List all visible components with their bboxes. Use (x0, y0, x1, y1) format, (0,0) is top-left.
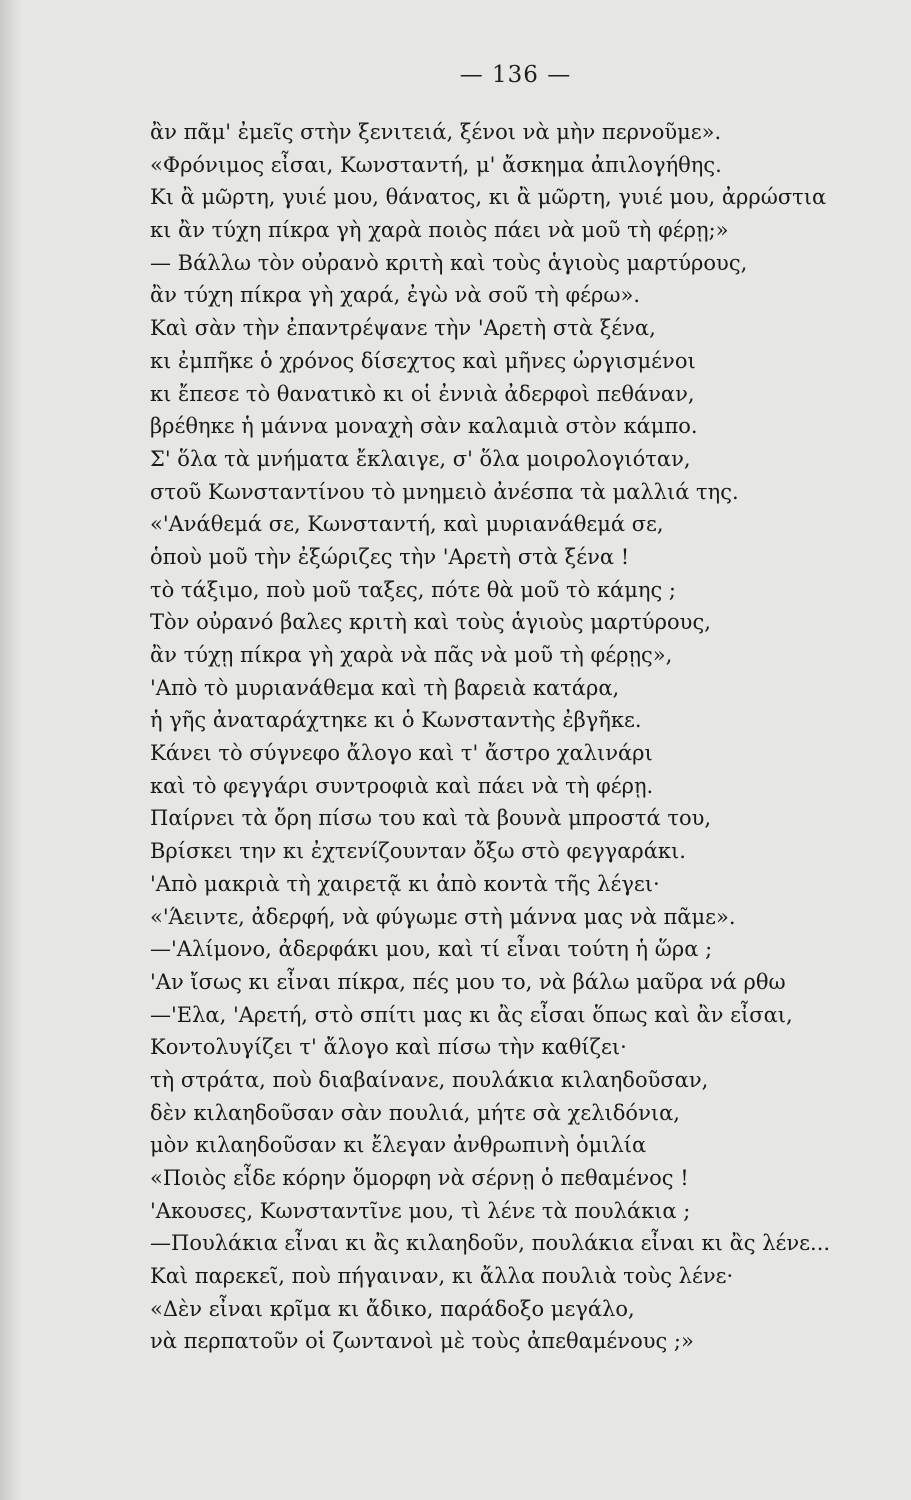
poem-text (150, 116, 890, 1358)
poem-line: ἂν τύχη πίκρα γὴ χαρά, ἐγὼ νὰ σοῦ τὴ φέρω». (150, 283, 641, 308)
poem-line: —'Ελα, 'Αρετή, στὸ σπίτι μας κι ἂς εἶσαι ὅπως καὶ ἂν εἶσαι, (150, 1002, 793, 1027)
poem-line: —'Αλίμονο, ἀδερφάκι μου, καὶ τί εἶναι τούτη ἡ ὥρα ; (150, 937, 713, 962)
poem-line: —Πουλάκια εἶναι κι ἂς κιλαηδοῦν, πουλάκια εἶναι κι ἂς λένε... (150, 1231, 831, 1256)
poem-line: κι ἔπεσε τὸ θανατικὸ κι οἱ ἐννιὰ ἀδερφοὶ πεθάναν, (150, 381, 695, 406)
poem-line: ἂν πᾶμ' ἐμεῖς στὴν ξενιτειά, ξένοι νὰ μὴν περνοῦμε». (150, 120, 722, 144)
poem-line: «Φρόνιμος εἶσαι, Κωνσταντή, μ' ἄσκημα ἀπιλογήθης. (150, 152, 722, 177)
poem-line: Παίρνει τὰ ὄρη πίσω του καὶ τὰ βουνὰ μπροστά του, (150, 806, 712, 831)
poem-line: Κάνει τὸ σύγνεφο ἄλογο καὶ τ' ἄστρο χαλινάρι (150, 741, 653, 766)
poem-line: «'Άειντε, ἀδερφή, νὰ φύγωμε στὴ μάννα μας νὰ πᾶμε». (150, 904, 736, 929)
poem-line: κι ἐμπῆκε ὁ χρόνος δίσεχτος καὶ μῆνες ὠργισμένοι (150, 348, 696, 373)
poem-line: «'Ανάθεμά σε, Κωνσταντή, καὶ μυριανάθεμά σε, (150, 512, 664, 537)
poem-line: στοῦ Κωνσταντίνου τὸ μνημειὸ ἀνέσπα τὰ μαλλιά της. (150, 479, 739, 504)
poem-line: καὶ τὸ φεγγάρι συντροφιὰ καὶ πάει νὰ τὴ φέρῃ. (150, 773, 654, 798)
poem-line: — Βάλλω τὸν οὐρανὸ κριτὴ καὶ τοὺς ἁγιοὺς μαρτύρους, (150, 250, 748, 275)
page-spine-shadow (0, 0, 22, 1500)
poem-line: κι ἂν τύχη πίκρα γὴ χαρὰ ποιὸς πάει νὰ μοῦ τὴ φέρῃ;» (150, 218, 729, 243)
poem-line: μὸν κιλαηδοῦσαν κι ἔλεγαν ἀνθρωπινὴ ὁμιλία (150, 1133, 647, 1158)
poem-line: 'Αν ἴσως κι εἶναι πίκρα, πές μου το, νὰ βάλω μαῦρα νά ρθω (150, 969, 786, 994)
poem-line: Τὸν οὐρανό βαλες κριτὴ καὶ τοὺς ἁγιοὺς μαρτύρους, (150, 610, 711, 635)
poem-line: Κι ἂ μῶρτη, γυιέ μου, θάνατος, κι ἂ μῶρτη, γυιέ μου, ἀρρώστια (150, 185, 827, 210)
poem-line: 'Ακουσες, Κωνσταντῖνε μου, τὶ λένε τὰ πουλάκια ; (150, 1198, 691, 1223)
poem-line: ἡ γῆς ἀναταράχτηκε κι ὁ Κωνσταντὴς ἐβγῆκε. (150, 708, 642, 733)
poem-line: ὁποὺ μοῦ τὴν ἐξώριζες τὴν 'Αρετὴ στὰ ξένα ! (150, 544, 630, 569)
poem-line: τὸ τάξιμο, ποὺ μοῦ ταξες, πότε θὰ μοῦ τὸ κάμης ; (150, 577, 676, 602)
poem-line: ἂν τύχῃ πίκρα γὴ χαρὰ νὰ πᾶς νὰ μοῦ τὴ φέρῃς», (150, 643, 673, 667)
poem-line: Κοντολυγίζει τ' ἄλογο καὶ πίσω τὴν καθίζει· (150, 1035, 627, 1060)
poem-line: Σ' ὅλα τὰ μνήματα ἔκλαιγε, σ' ὅλα μοιρολογιόταν, (150, 446, 691, 471)
page-number: — 136 — (459, 62, 572, 88)
poem-line: δὲν κιλαηδοῦσαν σὰν πουλιά, μήτε σὰ χελιδόνια, (150, 1100, 680, 1125)
poem-line: «Ποιὸς εἶδε κόρην ὅμορφη νὰ σέρνῃ ὁ πεθαμένος ! (150, 1166, 689, 1190)
poem-line: Καὶ παρεκεῖ, ποὺ πήγαιναν, κι ἄλλα πουλιὰ τοὺς λένε· (150, 1264, 734, 1289)
poem-line: Καὶ σὰν τὴν ἐπαντρέψανε τὴν 'Αρετὴ στὰ ξένα, (150, 316, 656, 341)
poem-line: 'Απὸ μακριὰ τὴ χαιρετᾷ κι ἀπὸ κοντὰ τῆς λέγει· (150, 871, 660, 896)
poem-line: βρέθηκε ἡ μάννα μοναχὴ σὰν καλαμιὰ στὸν κάμπο. (150, 414, 698, 439)
poem-line: νὰ περπατοῦν οἱ ζωντανοὶ μὲ τοὺς ἀπεθαμένους ;» (150, 1329, 694, 1354)
poem-line: Βρίσκει την κι ἐχτενίζουνταν ὄξω στὸ φεγγαράκι. (150, 839, 686, 864)
poem-line: 'Απὸ τὸ μυριανάθεμα καὶ τὴ βαρειὰ κατάρα, (150, 675, 620, 700)
poem-line: τὴ στράτα, ποὺ διαβαίνανε, πουλάκια κιλαηδοῦσαν, (150, 1067, 709, 1092)
poem-line: «Δὲν εἶναι κρῖμα κι ἄδικο, παράδοξο μεγάλο, (150, 1296, 635, 1321)
